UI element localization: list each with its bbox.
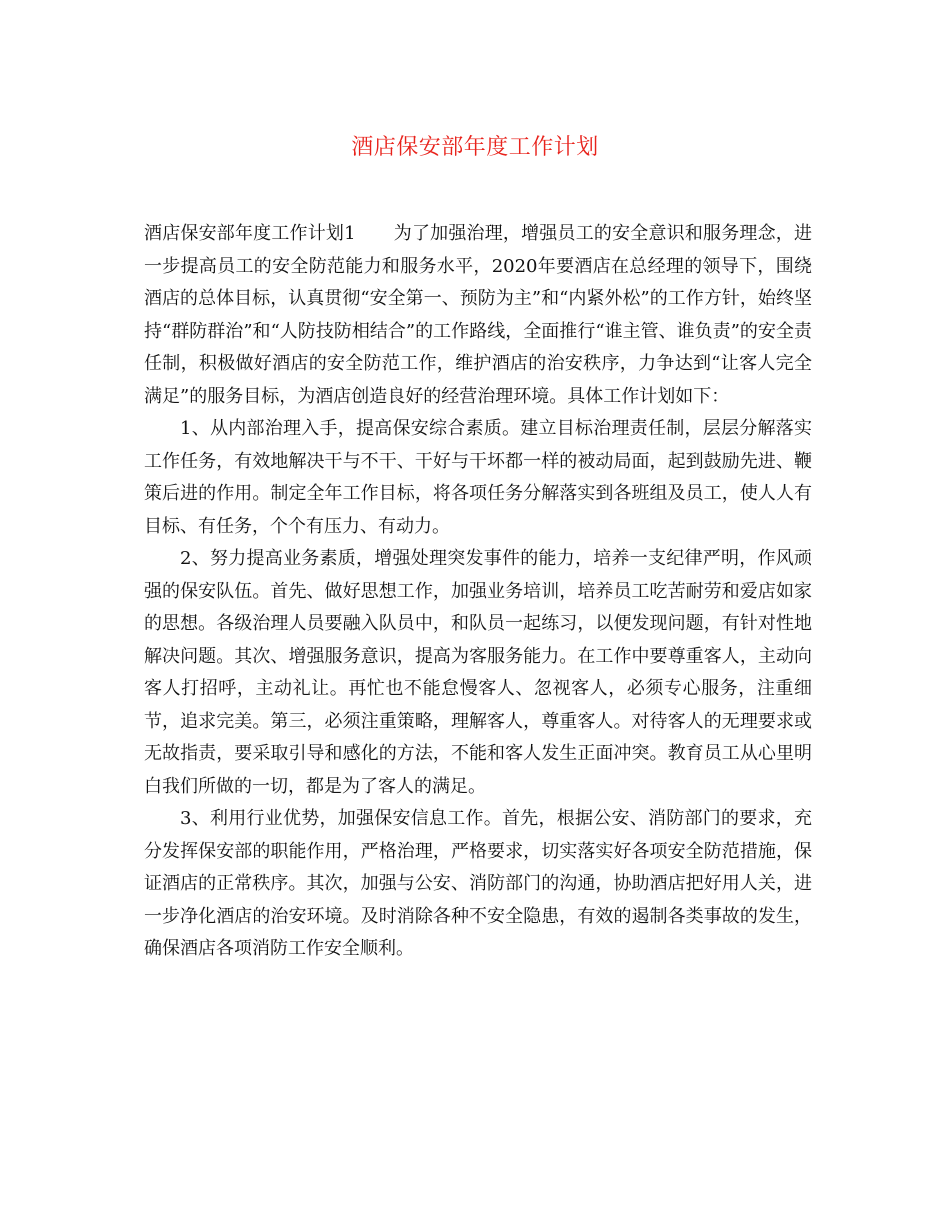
plan-item-3: 3、利用行业优势，加强保安信息工作。首先，根据公安、消防部门的要求，充分发挥保安部的职能作用，严格治理，严格要求，切实落实好各项安全防范措施，保证酒店的正常秩序。其次，加强与公安、消防部门的沟通，协助酒店把好用人关，进一步净化酒店的治安环境。及时消除各种不安全隐患，有效的遏制各类事故的发生，确保酒店各项消防工作安全顺利。 bbox=[144, 808, 812, 959]
intro-heading: 酒店保安部年度工作计划1 bbox=[144, 223, 356, 244]
plan-item-2: 2、努力提高业务素质，增强处理突发事件的能力，培养一支纪律严明，作风顽强的保安队伍。首先、做好思想工作，加强业务培训，培养员工吃苦耐劳和爱店如家的思想。各级治理人员要融入队员中，和队员一起练习，以便发现问题，有针对性地解决问题。其次、增强服务意识，提高为客服务能力。在工作中要尊重客人，主动向客人打招呼，主动礼让。再忙也不能怠慢客人、忽视客人，必须专心服务，注重细节，追求完美。第三，必须注重策略，理解客人，尊重客人。对待客人的无理要求或无故指责，要采取引导和感化的方法，不能和客人发生正面冲突。教育员工从心里明白我们所做的一切，都是为了客人的满足。 bbox=[144, 548, 812, 797]
document-title: 酒店保安部年度工作计划 bbox=[351, 135, 599, 160]
intro-text: 为了加强治理，增强员工的安全意识和服务理念，进一步提高员工的安全防范能力和服务水平，2020年要酒店在总经理的领导下，围绕酒店的总体目标，认真贯彻“安全第一、预防为主”和“内紧外松”的工作方针，始终坚持“群防群治”和“人防技防相结合”的工作路线，全面推行“谁主管、谁负责”的安全责任制，积极做好酒店的安全防范工作，维护酒店的治安秩序，力争达到“让客人完全满足”的服务目标，为酒店创造良好的经营治理环境。具体工作计划如下： bbox=[144, 223, 813, 407]
document-body bbox=[144, 218, 812, 966]
plan-item-1: 1、从内部治理入手，提高保安综合素质。建立目标治理责任制，层层分解落实工作任务，有效地解决干与不干、干好与干坏都一样的被动局面，起到鼓励先进、鞭策后进的作用。制定全年工作目标，将各项任务分解落实到各班组及员工，使人人有目标、有任务，个个有压力、有动力。 bbox=[144, 418, 812, 537]
intro-paragraph bbox=[144, 218, 812, 413]
